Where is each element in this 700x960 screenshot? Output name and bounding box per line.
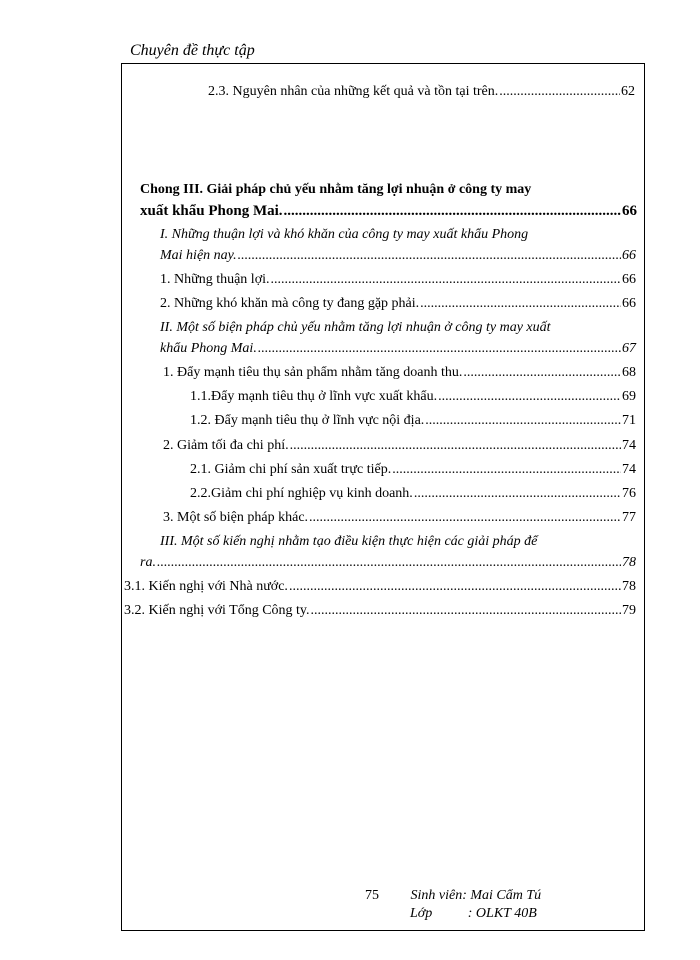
toc-entry[interactable]	[208, 82, 635, 102]
toc-entry[interactable]	[160, 270, 636, 290]
toc-page-number: 69	[622, 389, 636, 404]
toc-entry-text: 1. Những thuận lợi.	[160, 272, 270, 287]
toc-entry-text: Mai hiện nay.	[160, 248, 237, 263]
toc-entry-text: 3. Một số biện pháp khác.	[163, 510, 309, 525]
toc-entry-text: 1.2. Đẩy mạnh tiêu thụ ở lĩnh vực nội địa.	[190, 413, 425, 428]
toc-entry[interactable]	[163, 436, 636, 456]
toc-section-line1: III. Một số kiến nghị nhằm tạo điều kiện thực hiện các giải pháp để	[160, 534, 538, 549]
toc-entry-text: 2.1. Giảm chi phí sản xuất trực tiếp.	[190, 462, 392, 477]
toc-entry[interactable]	[124, 577, 636, 597]
toc-page-number: 79	[622, 603, 636, 618]
toc-leader	[463, 363, 621, 383]
toc-section-line1: II. Một số biện pháp chủ yếu nhằm tăng lợi nhuận ở công ty may xuất	[160, 320, 551, 335]
toc-leader	[311, 601, 621, 621]
toc-leader	[290, 436, 621, 456]
toc-entry-text: 1.1.Đẩy mạnh tiêu thụ ở lĩnh vực xuất khẩu.	[190, 389, 438, 404]
toc-page-number: 78	[622, 579, 636, 594]
toc-entry-text: ra.	[140, 555, 156, 570]
toc-page-number: 62	[621, 84, 635, 99]
toc-entry-text: 2. Giảm tối đa chi phí.	[163, 438, 289, 453]
toc-entry[interactable]	[124, 601, 636, 621]
toc-chapter-line1: Chong III. Giải pháp chủ yếu nhằm tăng lợi nhuận ở công ty may	[140, 182, 532, 197]
toc-entry[interactable]	[160, 294, 636, 314]
toc-leader	[238, 246, 621, 266]
toc-entry-text: 1. Đẩy mạnh tiêu thụ sản phẩm nhằm tăng doanh thu.	[163, 365, 463, 380]
toc-page-number: 66	[622, 248, 636, 263]
toc-page-number: 78	[622, 555, 636, 570]
page-number: 75	[365, 888, 379, 903]
class-value: : OLKT 40B	[467, 906, 537, 921]
toc-entry-section[interactable]	[160, 339, 636, 359]
toc-leader	[258, 339, 621, 359]
toc-entry-text: 3.2. Kiến nghị với Tổng Công ty.	[124, 603, 310, 618]
toc-leader	[420, 294, 621, 314]
toc-leader	[309, 508, 621, 528]
toc-page-number: 77	[622, 510, 636, 525]
toc-entry-text: khẩu Phong Mai.	[160, 341, 257, 356]
toc-page-number: 76	[622, 486, 636, 501]
toc-entry-text: 2.2.Giảm chi phí nghiệp vụ kinh doanh.	[190, 486, 413, 501]
toc-page-number: 66	[622, 203, 637, 219]
toc-entry-text: 2.3. Nguyên nhân của những kết quả và tồn tại trên.	[208, 84, 499, 99]
toc-entry-section[interactable]	[140, 553, 636, 573]
class-label: Lớp	[410, 906, 433, 921]
toc-leader	[284, 201, 621, 221]
student-name: Sinh viên: Mai Cẩm Tú	[410, 888, 542, 903]
toc-leader	[499, 82, 620, 102]
toc-entry-text: xuất khẩu Phong Mai.	[140, 203, 283, 219]
toc-entry-chapter[interactable]	[140, 201, 637, 221]
toc-page-number: 68	[622, 365, 636, 380]
toc-entry-text: 2. Những khó khăn mà công ty đang gặp phải.	[160, 296, 420, 311]
toc-page-number: 66	[622, 296, 636, 311]
toc-page-number: 67	[622, 341, 636, 356]
toc-page-number: 74	[622, 462, 636, 477]
toc-entry[interactable]	[190, 411, 636, 431]
toc-leader	[414, 484, 621, 504]
toc-page-number: 66	[622, 272, 636, 287]
toc-leader	[270, 270, 621, 290]
footer-line1	[365, 888, 541, 904]
toc-entry[interactable]	[190, 484, 636, 504]
toc-entry[interactable]	[190, 387, 636, 407]
toc-entry-text: 3.1. Kiến nghị với Nhà nước.	[124, 579, 288, 594]
toc-entry-section[interactable]	[160, 246, 636, 266]
footer-line2	[410, 906, 537, 922]
toc-leader	[157, 553, 621, 573]
toc-entry[interactable]	[163, 363, 636, 383]
toc-leader	[289, 577, 621, 597]
toc-entry[interactable]	[190, 460, 636, 480]
toc-page-number: 74	[622, 438, 636, 453]
document-header: Chuyên đề thực tập	[130, 42, 255, 59]
toc-leader	[438, 387, 621, 407]
toc-entry[interactable]	[163, 508, 636, 528]
toc-leader	[392, 460, 621, 480]
toc-page-number: 71	[622, 413, 636, 428]
toc-leader	[425, 411, 621, 431]
toc-section-line1: I. Những thuận lợi và khó khăn của công ty may xuất khẩu Phong	[160, 227, 529, 242]
